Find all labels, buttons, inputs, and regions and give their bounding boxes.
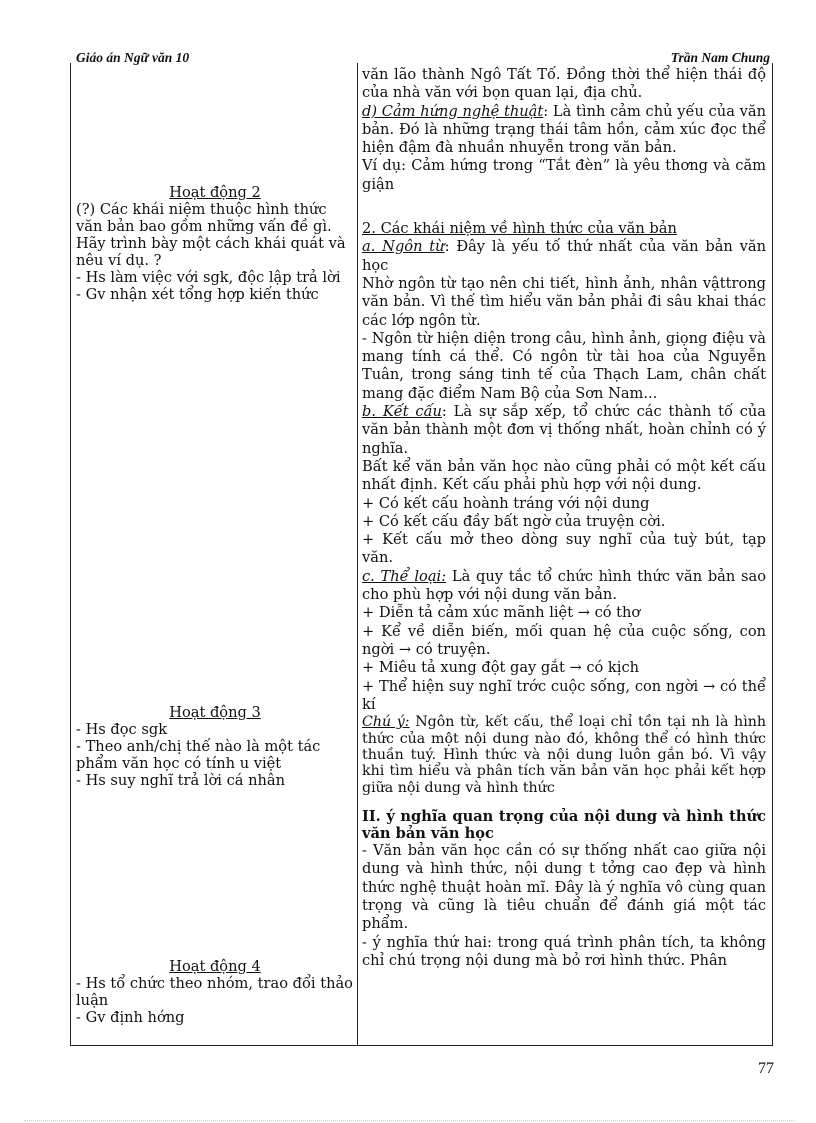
genre-text: Là quy tắc tổ chức hình thức văn bản sao cho phù hợp với nội dung văn bản. xyxy=(362,567,766,604)
aesthetic-inspiration-text: : Là tình cảm chủ yếu của văn bản. Đó là những trạng thái tâm hồn, cảm xúc đọc thể hiện đậm đà nhuần nhuyễn trong văn bản. xyxy=(362,102,766,157)
language-text: : Đây là yếu tố thứ nhất của văn bản văn học xyxy=(362,238,766,274)
activity-3-title: Hoạt động 3 xyxy=(169,704,261,721)
note-label: Chú ý: xyxy=(362,714,410,731)
significance-paragraph: - Văn bản văn học cần có sự thống nhất cao giữa nội dung và hình thức, nội dung t tởng cao đẹp và hình thức nghệ thuật hoàn mĩ. Đây là ý nghĩa vô cùng quan trọng và cũng là tiêu chuẩn để đánh giá một tác phẩm. xyxy=(362,842,766,933)
intro-paragraph: văn lão thành Ngô Tất Tố. Đồng thời thể hiện thái độ của nhà văn với bọn quan lại, địa chủ. xyxy=(362,66,766,102)
activity-3-line: - Theo anh/chị thế nào là một tác phẩm văn học có tính u việt xyxy=(76,738,321,772)
activity-4-title: Hoạt động 4 xyxy=(169,958,261,975)
genre-paragraph xyxy=(362,568,766,605)
structure-item: + Có kết cấu đầy bất ngờ của truyện cời. xyxy=(362,512,666,530)
note-paragraph xyxy=(362,714,766,796)
language-label: a. Ngôn từ xyxy=(362,238,445,256)
significance-paragraph-2: - ý nghĩa thứ hai: trong quá trình phân tích, ta không chỉ chú trọng nội dung mà bỏ rơi hình thức. Phân xyxy=(362,933,766,969)
section-2-title: 2. Các khái niệm về hình thức của văn bản xyxy=(362,220,677,238)
genre-item: + Miêu tả xung đột gay gắt → có kịch xyxy=(362,659,640,677)
activity-2-line: - Hs làm việc với sgk, độc lập trả lời xyxy=(76,269,341,286)
note-text: Ngôn từ, kết cấu, thể loại chỉ tồn tại nh là hình thức của một nội dung nào đó, không thể có hình thức thuần tuý. Hình thức và nội dung luôn gắn bó. Vì vậy khi tìm hiểu và phân tích văn bản văn học phải kết hợp giữa nội dung và hình thức xyxy=(362,714,767,796)
structure-item: + Kết cấu mở theo dòng suy nghĩ của tuỳ bút, tạp văn. xyxy=(362,531,766,567)
structure-paragraph xyxy=(362,403,766,458)
activity-2 xyxy=(76,184,354,303)
column-divider xyxy=(357,63,358,1045)
language-paragraph-2: Nhờ ngôn từ tạo nên chi tiết, hình ảnh, nhân vậttrong văn bản. Vì thế tìm hiểu văn bản phải đi sâu khai thác các lớp ngôn từ. xyxy=(362,274,766,329)
activity-2-line: (?) Các khái niệm thuộc hình thức văn bản bao gồm những vấn đề gì. Hãy trình bày một cách khái quát và nêu ví dụ. ? xyxy=(76,201,346,269)
activity-3-line: - Hs đọc sgk xyxy=(76,721,168,738)
structure-item: + Có kết cấu hoành tráng với nội dung xyxy=(362,494,650,512)
genre-item: + Diễn tả cảm xúc mãnh liệt → có thơ xyxy=(362,604,641,622)
aesthetic-inspiration-paragraph xyxy=(362,103,766,158)
content-column xyxy=(362,66,766,970)
language-paragraph-3: - Ngôn từ hiện diện trong câu, hình ảnh, giọng điệu và mang tính cá thể. Có ngôn từ tài hoa của Nguyễn Tuân, trong sáng tinh tế của Thạch Lam, chân chất mang đặc điểm Nam Bộ của Sơn Nam... xyxy=(362,329,766,402)
structure-label: b. Kết cấu xyxy=(362,403,442,421)
section-3-title: II. ý nghĩa quan trọng của nội dung và hình thức văn bản văn học xyxy=(362,808,766,843)
page-number: 77 xyxy=(758,1060,774,1077)
structure-text: : Là sự sắp xếp, tổ chức các thành tố của văn bản thành một đơn vị thống nhất, hoàn chỉnh có ý nghĩa. xyxy=(362,403,766,457)
activity-3 xyxy=(76,704,354,789)
genre-label: c. Thể loại: xyxy=(362,567,447,585)
header-left: Giáo án Ngữ văn 10 xyxy=(76,50,190,65)
aesthetic-inspiration-label: d) Cảm hứng nghệ thuật xyxy=(362,102,544,120)
activity-2-title: Hoạt động 2 xyxy=(169,184,261,201)
genre-item: + Thể hiện suy nghĩ trớc cuộc sống, con ngời → có thể kí xyxy=(362,677,766,713)
activity-4-line: - Hs tổ chức theo nhóm, trao đổi thảo luận xyxy=(76,975,353,1009)
page-edge-divider xyxy=(24,1120,794,1121)
genre-item: + Kể về diễn biến, mối quan hệ của cuộc sống, con ngời → có truyện. xyxy=(362,622,766,658)
header-right: Trần Nam Chung xyxy=(670,50,770,65)
activity-2-line: - Gv nhận xét tổng hợp kiến thức xyxy=(76,286,319,303)
activity-4 xyxy=(76,958,354,1026)
activity-4-line: - Gv định hớng xyxy=(76,1009,185,1026)
language-paragraph xyxy=(362,238,766,275)
example-paragraph: Ví dụ: Cảm hứng trong “Tắt đèn” là yêu thơng và căm giận xyxy=(362,157,766,193)
structure-paragraph-2: Bất kể văn bản văn học nào cũng phải có một kết cấu nhất định. Kết cấu phải phù hợp với nội dung. xyxy=(362,457,766,494)
activity-3-line: - Hs suy nghĩ trả lời cá nhân xyxy=(76,772,285,789)
